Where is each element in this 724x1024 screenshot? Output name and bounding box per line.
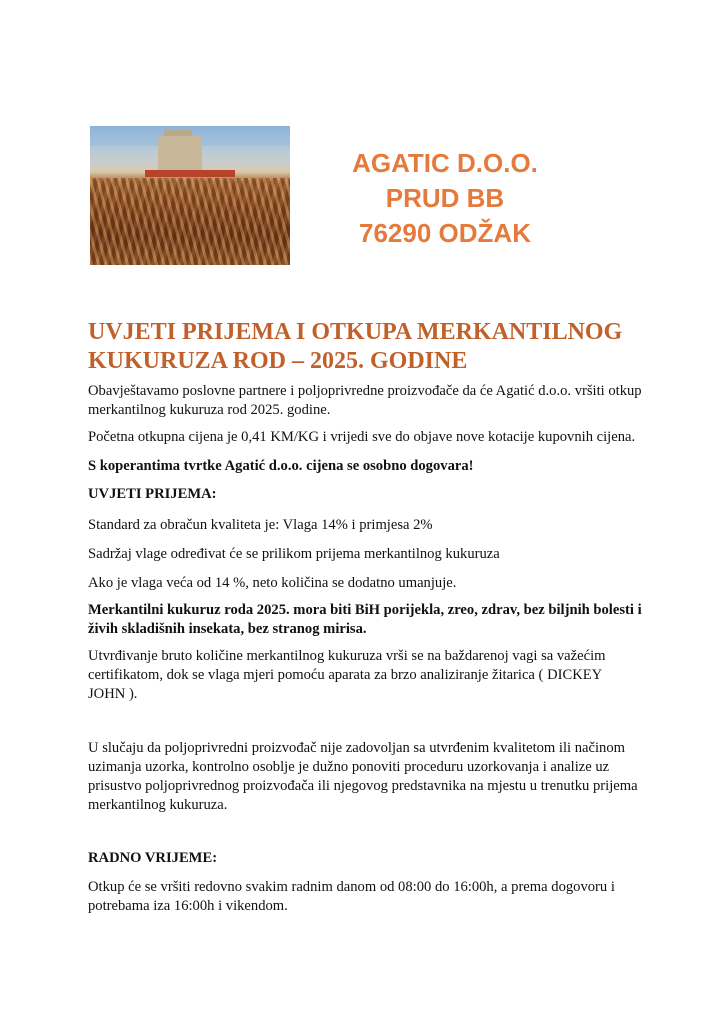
moisture-over-paragraph: Ako je vlaga veća od 14 %, neto količina se dodatno umanjuje. <box>88 575 457 591</box>
page-title <box>88 318 688 376</box>
intro-paragraph: Obavještavamo poslovne partnere i poljoprivredne proizvođače da će Agatić d.o.o. vršiti otkup merkantilnog kukuruza rod 2025. godine. <box>88 383 642 418</box>
requirements-paragraph: Merkantilni kukuruz roda 2025. mora biti BiH porijekla, zreo, zdrav, bez biljnih bolesti i živih skladišnih insekata, bez stranog mirisa. <box>88 602 642 637</box>
combine-header <box>145 170 235 177</box>
title-line: KUKURUZA ROD – 2025. GODINE <box>88 348 468 374</box>
complaint-paragraph: U slučaju da poljoprivredni proizvođač nije zadovoljan sa utvrđenim kvalitetom ili načinom uzimanja uzorka, kontrolno osoblje je dužno ponoviti proceduru uzorkovanja i analize uz prisustvo poljoprivrednog proizvođača ili njegovog predstavnika na mjestu u trenutku prijema merkantilnog kukuruza. <box>88 740 638 813</box>
weighing-paragraph: Utvrđivanje bruto količine merkantilnog kukuruza vrši se na baždarenoj vagi sa važećim certifikatom, dok se vlaga mjeri pomoću aparata za brzo analiziranje žitarica ( DICKEY JOHN ). <box>88 648 606 702</box>
standard-paragraph: Standard za obračun kvaliteta je: Vlaga 14% i primjesa 2% <box>88 517 433 533</box>
crop-field <box>90 178 290 265</box>
harvest-photo <box>90 126 290 265</box>
company-address <box>300 146 590 251</box>
company-name: AGATIC D.O.O. <box>352 148 538 178</box>
hours-paragraph: Otkup će se vršiti redovno svakim radnim danom od 08:00 do 16:00h, a prema dogovoru i potrebama iza 16:00h i vikendom. <box>88 879 615 914</box>
conditions-heading: UVJETI PRIJEMA: <box>88 486 217 502</box>
combine-harvester <box>158 136 202 170</box>
title-line: UVJETI PRIJEMA I OTKUPA MERKANTILNOG <box>88 319 623 345</box>
hours-heading: RADNO VRIJEME: <box>88 850 218 866</box>
moisture-paragraph: Sadržaj vlage određivat će se prilikom prijema merkantilnog kukuruza <box>88 546 500 562</box>
company-street: PRUD BB <box>385 183 505 213</box>
company-city: 76290 ODŽAK <box>359 218 531 248</box>
cooperants-note: S koperantima tvrtke Agatić d.o.o. cijena se osobno dogovara! <box>88 458 474 474</box>
price-paragraph: Početna otkupna cijena je 0,41 KM/KG i vrijedi sve do objave nove kotacije kupovnih cijena. <box>88 429 636 445</box>
